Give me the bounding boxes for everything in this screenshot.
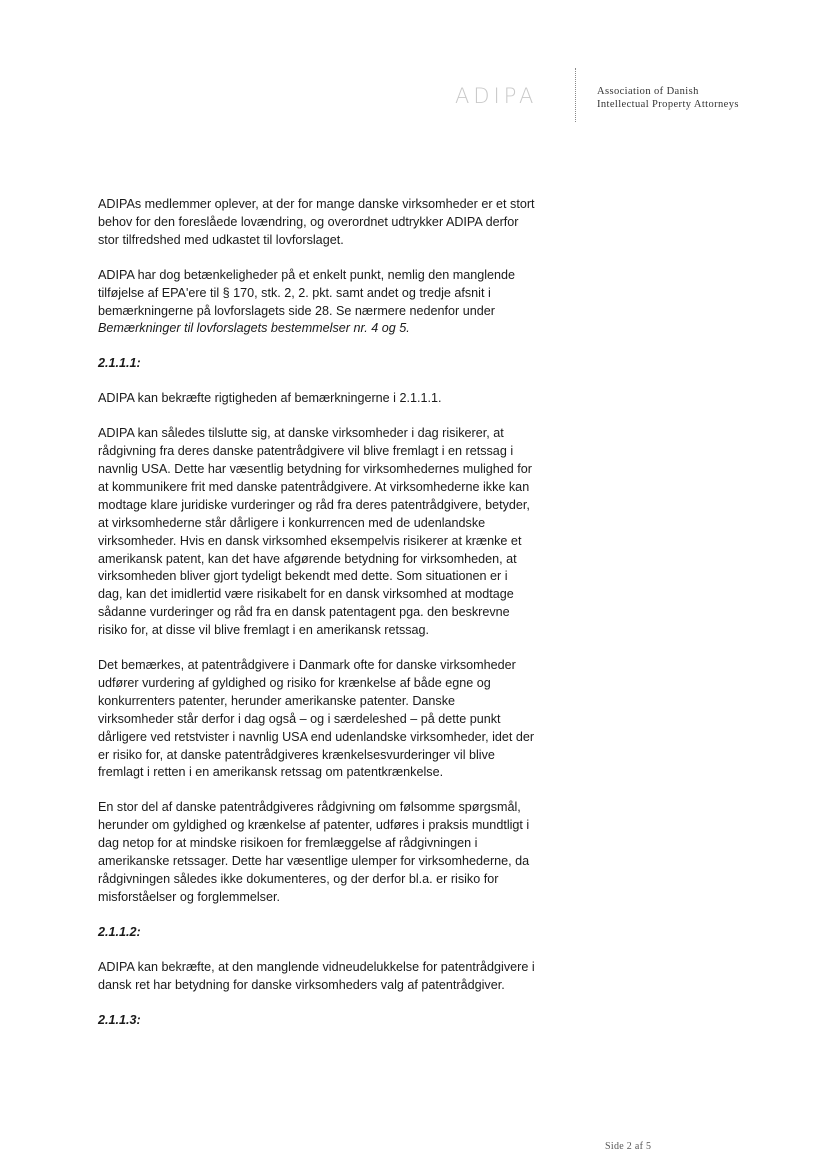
text-line: dag netop for at mindske risikoen for fremlæggelse af rådgivningen i xyxy=(98,836,478,851)
text-line: virksomheder står derfor i dag også – og i særdeleshed – på dette punkt xyxy=(98,711,501,726)
text-line: ADIPA har dog betænkeligheder på et enkelt punkt, nemlig den manglende xyxy=(98,267,516,282)
text-line: at virksomhederne står dårligere i konkurrencen med de udenlandske xyxy=(98,515,486,530)
text-line: ADIPAs medlemmer oplever, at der for mange danske virksomheder er et stort xyxy=(98,197,535,211)
page-number: Side 2 af 5 xyxy=(605,1141,652,1152)
text-line: risiko for, at disse vil blive fremlagt i en amerikansk retssag. xyxy=(98,623,430,638)
text-line: dag, kan det imidlertid være risikabelt for en dansk virksomhed at modtage xyxy=(98,587,514,602)
text-line: udfører vurdering af gyldighed og risiko for krænkelse af både egne og xyxy=(98,675,491,690)
text-line: virksomheden bliver gjort tydeligt bekendt med dette. Som situationen er i xyxy=(98,569,508,584)
text-line: modtage klare juridiske vurderinger og råd fra deres patentrådgivere, betyder, xyxy=(98,497,530,512)
text-line: navnlig USA. Dette har væsentlig betydning for virksomhedernes mulighed for xyxy=(98,461,533,476)
text-line: amerikanske retssager. Dette har væsentlige ulemper for virksomhederne, da xyxy=(98,854,530,869)
text-line: virksomheder. Hvis en dansk virksomhed eksempelvis risikerer at krænke et xyxy=(98,533,522,548)
organization-name-line-2: Intellectual Property Attorneys xyxy=(597,98,739,110)
text-line: behov for den foreslåede lovændring, og overordnet udtrykker ADIPA derfor xyxy=(98,214,519,229)
text-line: Det bemærkes, at patentrådgivere i Danmark ofte for danske virksomheder xyxy=(98,658,516,673)
paragraph-7 xyxy=(98,959,578,995)
paragraph-5 xyxy=(98,657,578,782)
document-body xyxy=(98,196,578,1046)
paragraph-1 xyxy=(98,196,578,250)
text-line: at kommunikere frit med danske patentrådgivere. At virksomhederne ikke kan xyxy=(98,479,530,494)
text-line-italic: Bemærkninger til lovforslagets bestemmelser nr. 4 og 5. xyxy=(98,321,410,336)
text-line: fremlagt i retten i en amerikansk retssag om patentkrænkelse. xyxy=(98,765,444,780)
text-line: stor tilfredshed med udkastet til lovforslaget. xyxy=(98,232,344,247)
text-line: rådgivningen således ikke dokumenteres, og der derfor bl.a. er risiko for xyxy=(98,872,499,886)
text-line: En stor del af danske patentrådgiveres rådgivning om følsomme spørgsmål, xyxy=(98,800,521,815)
text-line: bemærkningerne på lovforslagets side 28. Se nærmere nedenfor under xyxy=(98,303,495,318)
text-line: konkurrenters patenter, herunder amerikanske patenter. Danske xyxy=(98,693,456,708)
header-divider xyxy=(575,68,576,122)
text-line: er risiko for, at danske patentrådgiveres krænkelsesvurderinger vil blive xyxy=(98,747,495,762)
text-line: dårligere ved retstvister i navnlig USA end udenlandske virksomheder, idet der xyxy=(98,729,535,744)
adipa-logo: ADIPA xyxy=(455,84,538,108)
paragraph-6 xyxy=(98,799,578,906)
organization-name xyxy=(597,86,797,111)
section-heading-2-1-1-1: 2.1.1.1: xyxy=(98,356,141,371)
text-line: herunder om gyldighed og krænkelse af patenter, udføres i praksis mundtligt i xyxy=(98,818,530,833)
section-heading-2-1-1-2: 2.1.1.2: xyxy=(98,924,141,939)
text-line: amerikansk patent, kan det have afgørende betydning for virksomheden, at xyxy=(98,551,517,566)
text-line: ADIPA kan således tilslutte sig, at danske virksomheder i dag risikerer, at xyxy=(98,426,504,441)
text-line: rådgivning fra deres danske patentrådgivere vil blive fremlagt i en retssag i xyxy=(98,444,514,459)
text-line: sådanne vurderinger og råd fra en dansk patentagent pga. den beskrevne xyxy=(98,605,510,620)
text-line: ADIPA kan bekræfte rigtigheden af bemærkningerne i 2.1.1.1. xyxy=(98,391,442,406)
section-heading-2-1-1-3: 2.1.1.3: xyxy=(98,1012,141,1027)
paragraph-3 xyxy=(98,390,578,408)
paragraph-2 xyxy=(98,267,578,339)
text-line: dansk ret har betydning for danske virksomheders valg af patentrådgiver. xyxy=(98,977,505,992)
text-line: ADIPA kan bekræfte, at den manglende vidneudelukkelse for patentrådgivere i xyxy=(98,959,535,974)
text-line: misforståelser og forglemmelser. xyxy=(98,889,280,904)
text-line: tilføjelse af EPA'ere til § 170, stk. 2, 2. pkt. samt andet og tredje afsnit i xyxy=(98,285,491,300)
paragraph-4 xyxy=(98,425,578,640)
organization-name-line-1: Association of Danish xyxy=(597,86,699,97)
